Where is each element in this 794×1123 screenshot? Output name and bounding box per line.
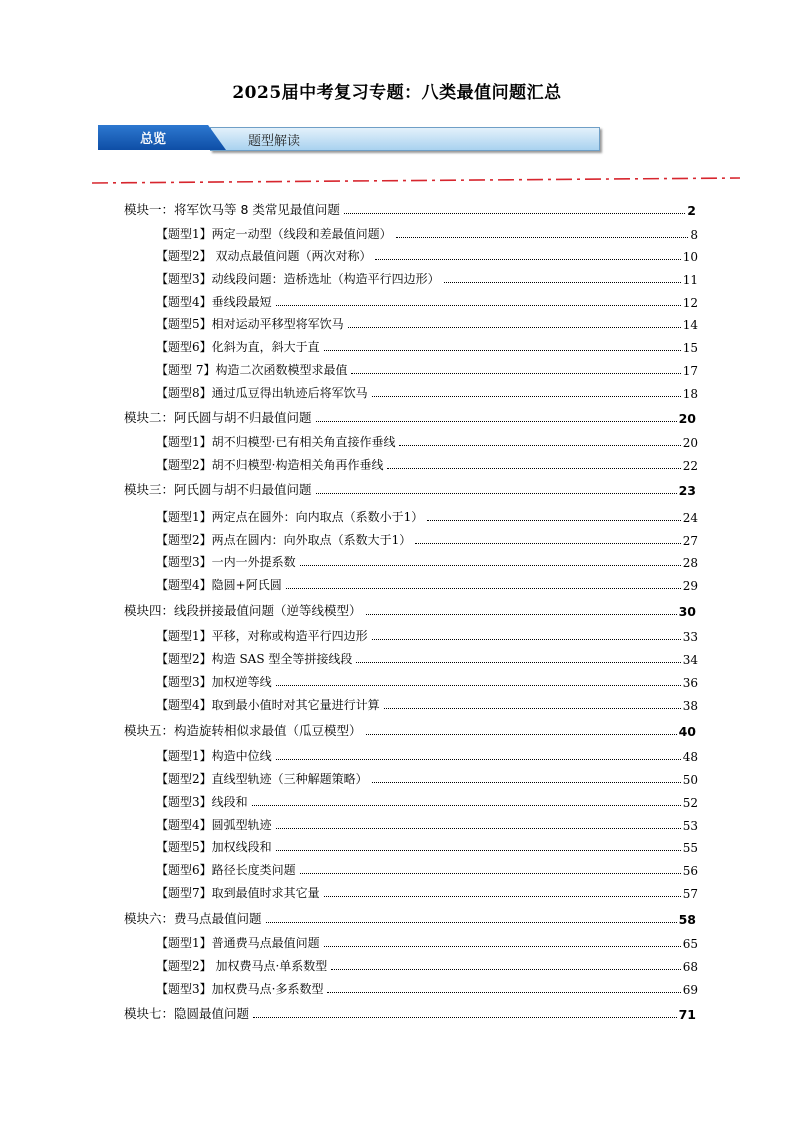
toc-entry-label: 模块七：隐圆最值问题 <box>124 1006 250 1021</box>
toc-entry-label: 【题型5】加权线段和 <box>156 840 272 854</box>
toc-page-number: 11 <box>682 273 698 287</box>
toc-subtopic-entry[interactable] <box>156 813 698 833</box>
toc-module-entry[interactable] <box>124 599 696 619</box>
toc-page-number: 2 <box>687 203 696 218</box>
toc-page-number: 55 <box>682 841 698 855</box>
dot-leader <box>372 638 681 640</box>
toc-page-number: 14 <box>682 318 698 332</box>
dot-leader <box>351 372 680 374</box>
toc-page-number: 33 <box>682 630 698 644</box>
toc-subtopic-entry[interactable] <box>156 954 698 974</box>
toc-entry-label: 【题型1】普通费马点最值问题 <box>156 936 320 950</box>
toc-entry-label: 【题型2】胡不归模型·构造相关角再作垂线 <box>156 458 384 472</box>
dot-leader <box>375 258 680 260</box>
toc-subtopic-entry[interactable] <box>156 573 698 593</box>
toc-entry-label: 模块二：阿氏圆与胡不归最值问题 <box>124 410 312 425</box>
dot-leader <box>324 895 681 897</box>
toc-entry-label: 【题型1】胡不归模型·已有相关角直接作垂线 <box>156 435 396 449</box>
toc-page-number: 30 <box>678 604 696 619</box>
toc-subtopic-entry[interactable] <box>156 624 698 644</box>
toc-entry-label: 【题型1】两定点在圆外：向内取点（系数小于1） <box>156 510 424 524</box>
toc-entry-label: 【题型2】构造 SAS 型全等拼接线段 <box>156 652 353 666</box>
dot-leader <box>396 236 689 238</box>
toc-page-number: 48 <box>682 750 698 764</box>
dot-leader <box>366 733 677 735</box>
dot-leader <box>300 564 681 566</box>
toc-page-number: 27 <box>682 534 698 548</box>
toc-page-number: 28 <box>682 556 698 570</box>
toc-subtopic-entry[interactable] <box>156 790 698 810</box>
toc-page-number: 12 <box>682 296 698 310</box>
toc-subtopic-entry[interactable] <box>156 381 698 401</box>
toc-subtopic-entry[interactable] <box>156 222 698 242</box>
toc-subtopic-entry[interactable] <box>156 267 698 287</box>
dot-leader <box>348 326 681 328</box>
toc-subtopic-entry[interactable] <box>156 858 698 878</box>
toc-page-number: 8 <box>690 228 698 242</box>
toc-page-number: 68 <box>682 960 698 974</box>
toc-entry-label: 【题型3】动线段问题：造桥选址（构造平行四边形） <box>156 272 440 286</box>
toc-subtopic-entry[interactable] <box>156 647 698 667</box>
toc-subtopic-entry[interactable] <box>156 358 698 378</box>
toc-entry-label: 【题型6】路径长度类问题 <box>156 863 296 877</box>
dot-leader <box>327 991 680 993</box>
dot-leader <box>366 613 677 615</box>
toc-module-entry[interactable] <box>124 1002 696 1022</box>
toc-subtopic-entry[interactable] <box>156 670 698 690</box>
dash-dot-divider <box>92 176 740 186</box>
toc-page-number: 69 <box>682 983 698 997</box>
toc-entry-label: 【题型4】圆弧型轨迹 <box>156 818 272 832</box>
dot-leader <box>384 707 681 709</box>
dot-leader <box>253 1016 677 1018</box>
toc-subtopic-entry[interactable] <box>156 835 698 855</box>
toc-entry-label: 【题型 7】构造二次函数模型求最值 <box>156 363 348 377</box>
toc-entry-label: 【题型8】通过瓜豆得出轨迹后将军饮马 <box>156 386 368 400</box>
dot-leader <box>316 492 677 494</box>
toc-subtopic-entry[interactable] <box>156 881 698 901</box>
toc-page-number: 20 <box>682 436 698 450</box>
toc-page-number: 10 <box>682 250 698 264</box>
toc-subtopic-entry[interactable] <box>156 453 698 473</box>
dot-leader <box>344 212 685 214</box>
toc-page-number: 38 <box>682 699 698 713</box>
toc-entry-label: 模块五：构造旋转相似求最值（瓜豆模型） <box>124 723 362 738</box>
toc-module-entry[interactable] <box>124 198 696 218</box>
toc-page-number: 53 <box>682 819 698 833</box>
toc-subtopic-entry[interactable] <box>156 550 698 570</box>
toc-entry-label: 【题型6】化斜为直，斜大于直 <box>156 340 320 354</box>
dot-leader <box>399 444 680 446</box>
toc-entry-label: 【题型2】两点在圆内：向外取点（系数大于1） <box>156 533 412 547</box>
dot-leader <box>444 281 681 283</box>
toc-page-number: 29 <box>682 579 698 593</box>
dot-leader <box>387 467 680 469</box>
toc-subtopic-entry[interactable] <box>156 693 698 713</box>
toc-subtopic-entry[interactable] <box>156 244 698 264</box>
toc-page-number: 23 <box>678 483 696 498</box>
dot-leader <box>276 758 681 760</box>
toc-subtopic-entry[interactable] <box>156 931 698 951</box>
toc-page-number: 15 <box>682 341 698 355</box>
toc-page-number: 52 <box>682 796 698 810</box>
toc-page-number: 24 <box>682 511 698 525</box>
toc-entry-label: 【题型4】取到最小值时对其它量进行计算 <box>156 698 380 712</box>
toc-subtopic-entry[interactable] <box>156 528 698 548</box>
toc-page-number: 20 <box>678 411 696 426</box>
toc-entry-label: 【题型5】相对运动平移型将军饮马 <box>156 317 344 331</box>
dot-leader <box>276 304 681 306</box>
toc-page-number: 57 <box>682 887 698 901</box>
dot-leader <box>276 827 681 829</box>
toc-entry-label: 【题型3】加权逆等线 <box>156 675 272 689</box>
toc-subtopic-entry[interactable] <box>156 312 698 332</box>
toc-entry-label: 【题型4】隐圆+阿氏圆 <box>156 578 282 592</box>
toc-page-number: 65 <box>682 937 698 951</box>
toc-entry-label: 【题型3】线段和 <box>156 795 248 809</box>
toc-entry-label: 【题型1】构造中位线 <box>156 749 272 763</box>
toc-page-number: 17 <box>682 364 698 378</box>
dot-leader <box>356 661 680 663</box>
dot-leader <box>276 684 681 686</box>
dot-leader <box>324 945 681 947</box>
toc-page-number: 58 <box>678 912 696 927</box>
toc-subtopic-entry[interactable] <box>156 505 698 525</box>
toc-entry-label: 模块四：线段拼接最值问题（逆等线模型） <box>124 603 362 618</box>
toc-entry-label: 【题型1】两定一动型（线段和差最值问题） <box>156 227 392 241</box>
toc-entry-label: 模块一：将军饮马等 8 类常见最值问题 <box>124 202 340 217</box>
toc-module-entry[interactable] <box>124 907 696 927</box>
toc-subtopic-entry[interactable] <box>156 430 698 450</box>
dot-leader <box>300 872 681 874</box>
toc-entry-label: 【题型2】 加权费马点·单系数型 <box>156 959 328 973</box>
toc-subtopic-entry[interactable] <box>156 290 698 310</box>
dot-leader <box>286 587 681 589</box>
toc-entry-label: 【题型3】一内一外提系数 <box>156 555 296 569</box>
dot-leader <box>415 542 680 544</box>
dot-leader <box>266 921 677 923</box>
dot-leader <box>276 849 681 851</box>
dot-leader <box>252 804 681 806</box>
toc-entry-label: 【题型3】加权费马点·多系数型 <box>156 982 324 996</box>
toc-page-number: 56 <box>682 864 698 878</box>
toc-page-number: 50 <box>682 773 698 787</box>
toc-subtopic-entry[interactable] <box>156 977 698 997</box>
toc-page-number: 18 <box>682 387 698 401</box>
dot-leader <box>372 395 681 397</box>
toc-page-number: 71 <box>678 1007 696 1022</box>
toc-entry-label: 【题型1】平移，对称或构造平行四边形 <box>156 629 368 643</box>
toc-page-number: 36 <box>682 676 698 690</box>
dot-leader <box>427 519 680 521</box>
toc-subtopic-entry[interactable] <box>156 767 698 787</box>
banner-overview-label: 总览 <box>139 132 166 147</box>
toc-entry-label: 【题型4】垂线段最短 <box>156 295 272 309</box>
toc-module-entry[interactable] <box>124 719 696 739</box>
toc-module-entry[interactable] <box>124 478 696 498</box>
dot-leader <box>316 420 677 422</box>
toc-entry-label: 模块六：费马点最值问题 <box>124 911 262 926</box>
toc-page-number: 34 <box>682 653 698 667</box>
banner-question-types-label: 题型解读 <box>248 134 301 149</box>
dot-leader <box>372 781 681 783</box>
toc-entry-label: 【题型2】直线型轨迹（三种解题策略） <box>156 772 368 786</box>
toc-page-number: 40 <box>678 724 696 739</box>
toc-subtopic-entry[interactable] <box>156 335 698 355</box>
page-title: 2025届中考复习专题：八类最值问题汇总 <box>232 83 562 103</box>
toc-entry-label: 模块三：阿氏圆与胡不归最值问题 <box>124 482 312 497</box>
dot-leader <box>324 349 681 351</box>
toc-module-entry[interactable] <box>124 406 696 426</box>
toc-entry-label: 【题型2】 双动点最值问题（两次对称） <box>156 249 372 263</box>
dot-leader <box>331 968 680 970</box>
toc-subtopic-entry[interactable] <box>156 744 698 764</box>
toc-page-number: 22 <box>682 459 698 473</box>
toc-entry-label: 【题型7】取到最值时求其它量 <box>156 886 320 900</box>
section-banner <box>98 125 600 152</box>
